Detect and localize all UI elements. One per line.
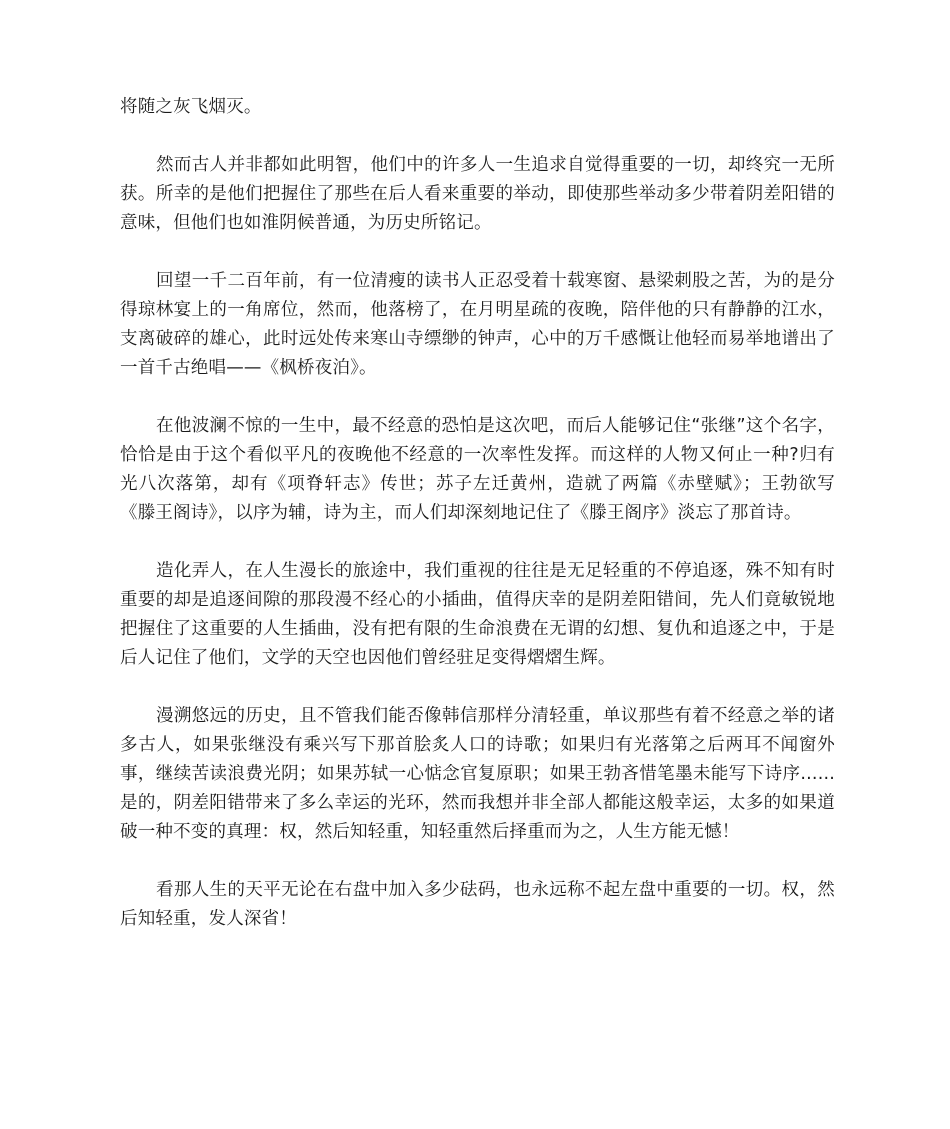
paragraph-1: 将随之灰飞烟灭。 — [120, 97, 262, 117]
paragraph-2: 然而古人并非都如此明智，他们中的许多人一生追求自觉得重要的一切，却终究一无所获。所幸的是他们把握住了那些在后人看来重要的举动，即使那些举动多少带着阴差阳错的意味，但他们也如淮阴候普通，为历史所铭记。 — [120, 155, 835, 233]
paragraph-3: 回望一千二百年前，有一位清瘦的读书人正忍受着十载寒窗、悬梁刺股之苦，为的是分得琼林宴上的一角席位，然而，他落榜了，在月明星疏的夜晚，陪伴他的只有静静的江水，支离破碎的雄心，此时远处传来寒山寺缥缈的钟声，心中的万千感慨让他轻而易举地谱出了一首千古绝唱——《枫桥夜泊》。 — [120, 271, 835, 378]
paragraph-5: 造化弄人，在人生漫长的旅途中，我们重视的往往是无足轻重的不停追逐，殊不知有时重要的却是追逐间隙的那段漫不经心的小插曲，值得庆幸的是阴差阳错间，先人们竟敏锐地把握住了这重要的人生插曲，没有把有限的生命浪费在无谓的幻想、复仇和追逐之中，于是后人记住了他们，文学的天空也因他们曾经驻足变得熠熠生辉。 — [120, 561, 835, 668]
paragraph-7: 看那人生的天平无论在右盘中加入多少砝码，也永远称不起左盘中重要的一切。权，然后知轻重，发人深省！ — [120, 880, 835, 929]
paragraph-4: 在他波澜不惊的一生中，最不经意的恐怕是这次吧，而后人能够记住“张继”这个名字，恰恰是由于这个看似平凡的夜晚他不经意的一次率性发挥。而这样的人物又何止一种?归有光八次落第，却有《项脊轩志》传世；苏子左迁黄州，造就了两篇《赤壁赋》；王勃欲写《滕王阁诗》，以序为辅，诗为主，而人们却深刻地记住了《滕王阁序》淡忘了那首诗。 — [120, 416, 835, 523]
paragraph-6: 漫溯悠远的历史，且不管我们能否像韩信那样分清轻重，单议那些有着不经意之举的诸多古人，如果张继没有乘兴写下那首脍炙人口的诗歌；如果归有光落第之后两耳不闻窗外事，继续苦读浪费光阴；如果苏轼一心惦念官复原职；如果王勃吝惜笔墨未能写下诗序......是的，阴差阳错带来了多么幸运的光环，然而我想并非全部人都能这般幸运，太多的如果道破一种不变的真理：权，然后知轻重，知轻重然后择重而为之，人生方能无憾！ — [120, 706, 835, 842]
document-body — [120, 93, 835, 963]
